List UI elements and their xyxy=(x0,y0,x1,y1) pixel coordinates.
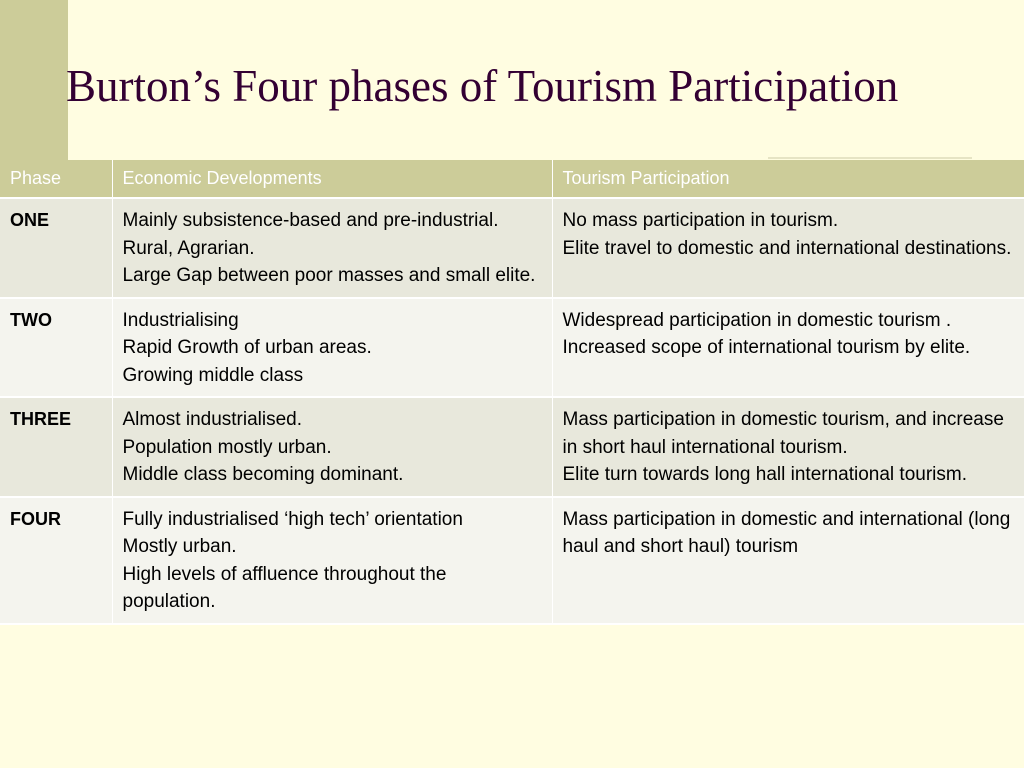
economic-line: Rural, Agrarian. xyxy=(122,237,255,259)
economic-line: High levels of affluence throughout the population. xyxy=(122,563,447,612)
phase-cell: FOUR xyxy=(0,497,112,624)
economic-line: Industrialising xyxy=(122,309,239,331)
tourism-cell xyxy=(552,497,1024,624)
table-header-row xyxy=(0,160,1024,198)
phase-cell: ONE xyxy=(0,198,112,298)
table-row-three xyxy=(0,397,1024,497)
tourism-line: Increased scope of international tourism by elite. xyxy=(562,337,971,358)
table-container xyxy=(0,160,1024,625)
economic-line: Middle class becoming dominant. xyxy=(122,464,404,485)
phase-cell: THREE xyxy=(0,397,112,497)
phase-cell: TWO xyxy=(0,298,112,398)
economic-line: Growing middle class xyxy=(122,364,304,386)
economic-line: Almost industrialised. xyxy=(122,409,303,430)
column-header-tourism: Tourism Participation xyxy=(552,160,1024,198)
tourism-line: Elite turn towards long hall international tourism. xyxy=(562,464,967,485)
tourism-line: Mass participation in domestic tourism, and increase in short haul international tourism. xyxy=(562,409,1004,458)
tourism-cell xyxy=(552,298,1024,398)
table-row-two xyxy=(0,298,1024,398)
economic-line: Mostly urban. xyxy=(122,536,237,557)
tourism-line: Mass participation in domestic and international (long haul and short haul) tourism xyxy=(562,508,1011,557)
economic-cell xyxy=(112,497,552,624)
column-header-economic: Economic Developments xyxy=(112,160,552,198)
economic-line: Rapid Growth of urban areas. xyxy=(122,337,372,358)
tourism-line: Elite travel to domestic and international destinations. xyxy=(562,237,1012,259)
tourism-cell xyxy=(552,198,1024,298)
tourism-line: No mass participation in tourism. xyxy=(562,210,839,231)
tourism-cell xyxy=(552,397,1024,497)
economic-cell xyxy=(112,397,552,497)
economic-line: Mainly subsistence-based and pre-industrial. xyxy=(122,210,499,231)
economic-line: Large Gap between poor masses and small elite. xyxy=(122,265,536,286)
accent-bar xyxy=(0,0,68,160)
table-row-one xyxy=(0,198,1024,298)
column-header-phase: Phase xyxy=(0,160,112,198)
economic-cell xyxy=(112,298,552,398)
accent-line xyxy=(768,157,972,159)
slide-title: Burton’s Four phases of Tourism Participation xyxy=(66,61,899,111)
economic-cell xyxy=(112,198,552,298)
table-row-four xyxy=(0,497,1024,624)
economic-line: Population mostly urban. xyxy=(122,436,332,458)
phases-table xyxy=(0,160,1024,625)
tourism-line: Widespread participation in domestic tourism . xyxy=(562,309,952,331)
economic-line: Fully industrialised ‘high tech’ orientation xyxy=(122,508,463,530)
